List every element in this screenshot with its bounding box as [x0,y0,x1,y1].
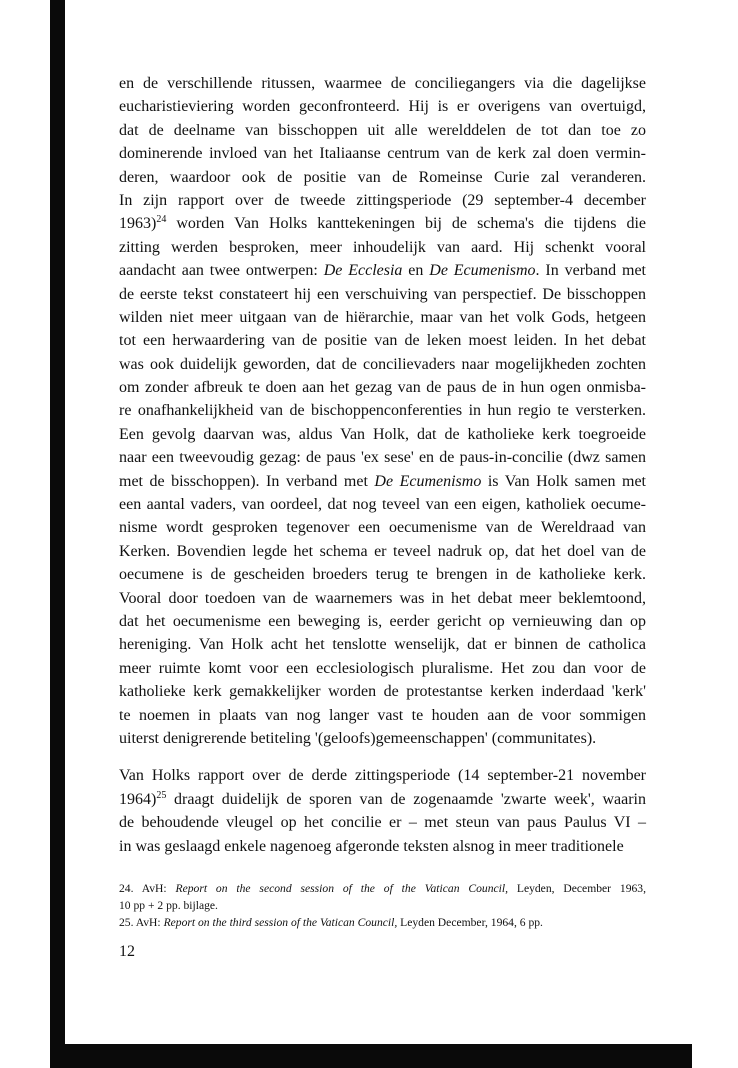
text-run: Kerken. Bovendien legde het schema er teveel nadruk op, dat het doel van de [119,542,646,560]
text-line [119,142,646,165]
text-run: is Van Holk samen met [481,472,646,490]
text-line [119,353,646,376]
scan-border-bottom [50,1044,692,1068]
text-line [119,259,646,282]
text-run: 25. AvH: [119,915,164,929]
text-line [119,399,646,422]
text-run: . In verband met [535,262,646,280]
body-paragraph [119,764,646,858]
text-line [119,166,646,189]
text-run: 1964) [119,790,157,808]
text-line [119,119,646,142]
text-run: en [402,262,430,280]
text-run: Leyden December, 1964, 6 pp. [397,915,543,929]
text-run: eucharistieviering worden geconfronteerd. Hij is er overigens van overtuigd, [119,98,646,116]
text-run: Van Holks rapport over de derde zittingsperiode (14 september-21 november [119,767,646,785]
text-run: katholieke kerk gemakkelijker worden de protestantse kerken inderdaad 'kerk' [119,683,646,701]
text-line [119,306,646,329]
text-run: De Ecclesia [323,262,403,280]
text-run: worden Van Holks kanttekeningen bij de schema's die tijdens die [166,215,646,233]
text-run: Report on the third session of the Vatican Council, [163,915,398,929]
footnote-line [119,914,646,931]
text-run: Report on the second session of the of the Vatican Council, [175,881,508,895]
text-line [119,446,646,469]
text-run: oecumene is de gescheiden broeders terug te brengen in de katholieke kerk. [119,566,646,584]
footnotes [119,880,646,931]
text-run: aandacht aan twee ontwerpen: [119,262,324,280]
text-run: was ook duidelijk geworden, dat de concilievaders naar mogelijkheden zochten [119,355,646,373]
text-run: Vooral door toedoen van de waarnemers was in het debat meer beklemtoond, [119,589,646,607]
text-line [119,633,646,656]
text-run: meer ruimte komt voor een ecclesiologisch pluralisme. Het zou dan voor de [119,659,646,677]
text-run: De Ecumenismo [374,472,482,490]
text-run: 1963) [119,215,157,233]
page-content [119,72,646,931]
text-run: Leyden, December 1963, [507,881,646,895]
text-line [119,680,646,703]
text-line [119,72,646,95]
body-paragraph [119,72,646,750]
text-run: In zijn rapport over de tweede zittingsperiode (29 september-4 december [119,191,646,209]
text-run: om zonder afbreuk te doen aan het gezag van de paus de in hun ogen onmisba- [119,379,646,397]
text-run: een aantal vaders, van oordeel, dat nog teveel van een eigen, katholiek oecume- [119,496,646,514]
text-line [119,657,646,680]
text-run: tot een herwaardering van de positie van de leken moest leiden. In het debat [119,332,646,350]
text-run: re onafhankelijkheid van de bischoppenconferenties in hun regio te versterken. [119,402,646,420]
footnote-reference: 25 [156,789,167,801]
text-line [119,470,646,493]
text-line [119,835,646,858]
text-run: De Ecumenismo [429,262,536,280]
text-run: hereniging. Van Holk acht het tenslotte wenselijk, dat er binnen de catholica [119,636,646,654]
text-run: 10 pp + 2 pp. bijlage. [119,898,218,912]
text-line [119,283,646,306]
text-line [119,704,646,727]
text-line [119,95,646,118]
text-run: uiterst denigrerende betiteling '(geloofs)gemeenschappen' (communitates). [119,729,597,747]
text-run: naar een tweevoudig gezag: de paus 'ex sese' en de paus-in-concilie (dwz samen [119,449,646,467]
text-line [119,212,646,235]
text-run: 24. AvH: [119,881,176,895]
text-run: deren, waardoor ook de positie van de Romeinse Curie zal veranderen. [119,168,646,186]
text-line [119,587,646,610]
text-run: de eerste tekst constateert hij een verschuiving van perspectief. De bisschoppen [119,285,646,303]
text-line [119,788,646,811]
text-line [119,811,646,834]
text-run: draagt duidelijk de sporen van de zogenaamde 'zwarte week', waarin [166,790,646,808]
text-line [119,423,646,446]
text-run: Een gevolg daarvan was, aldus Van Holk, dat de katholieke kerk toegroeide [119,425,646,443]
footnote-reference: 24 [156,214,167,226]
text-line [119,493,646,516]
text-line [119,610,646,633]
footnote-line [119,880,646,897]
text-line [119,764,646,787]
text-line [119,376,646,399]
text-line [119,189,646,212]
footnote-line [119,897,646,914]
text-run: dominerende invloed van het Italiaanse centrum van de kerk zal doen vermin- [119,145,646,163]
text-run: in was geslaagd enkele nagenoeg afgeronde teksten alsnog in meer traditionele [119,837,624,855]
text-line [119,540,646,563]
text-run: wilden niet meer uitgaan van de hiërarchie, maar van het volk Gods, hetgeen [119,308,646,326]
page-number: 12 [119,943,135,960]
text-run: dat de deelname van bisschoppen uit alle werelddelen de tot dan toe zo [119,121,646,139]
scan-border-left [50,0,65,1046]
text-line [119,727,646,750]
text-line [119,563,646,586]
text-run: te noemen in plaats van nog langer vast te houden aan de voor sommigen [119,706,646,724]
text-line [119,236,646,259]
text-run: nisme wordt gesproken tegenover een oecumenisme van de Wereldraad van [119,519,646,537]
text-run: de behoudende vleugel op het concilie er – met steun van paus Paulus VI – [119,814,646,832]
text-line [119,516,646,539]
text-run: zitting werden besproken, meer inhoudelijk van aard. Hij schenkt vooral [119,238,646,256]
text-run: met de bisschoppen). In verband met [119,472,375,490]
text-run: dat het oecumenisme een beweging is, eerder gericht op vernieuwing dan op [119,612,646,630]
text-run: en de verschillende ritussen, waarmee de conciliegangers via die dagelijkse [119,75,646,92]
text-line [119,329,646,352]
